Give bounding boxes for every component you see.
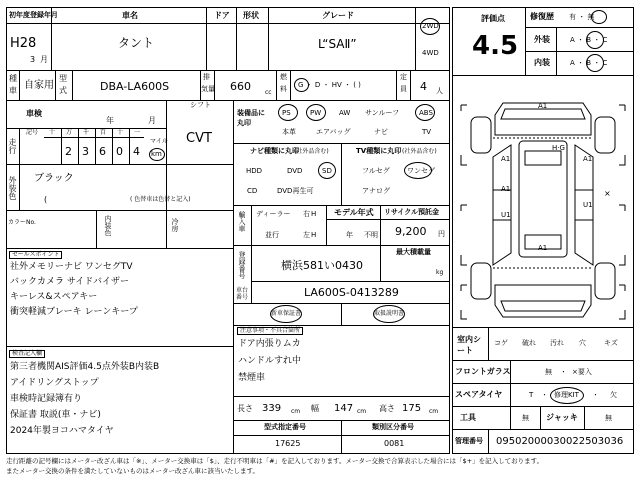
exterior-label: 外装 (534, 35, 550, 44)
displacement-label-2: 気量 (201, 85, 215, 93)
mileage-unit-label: マイル (150, 138, 168, 145)
import-left: 左 (303, 231, 310, 239)
equip-item-4: ABS (419, 109, 433, 117)
interior-color-label: 内装色 (104, 215, 112, 236)
designation-value: 17625 (275, 439, 301, 448)
sales-point-1: バックカメラ サイドバイザー (10, 277, 130, 287)
height-unit: cm (429, 408, 439, 415)
recycle-value: 9,200 (395, 225, 427, 238)
category-label-2: 車 (9, 86, 17, 95)
spare-tire-sep1: ・ (541, 391, 548, 399)
recycle-label: リサイクル預託金 (384, 208, 440, 216)
tools-value: 無 (522, 414, 529, 422)
note-item-2: 禁煙車 (238, 373, 266, 383)
mileage-unit-3: 百 (100, 129, 107, 136)
mileage-unit-0: 十 (49, 129, 56, 136)
mileage-digits-label: 記号 (26, 129, 39, 136)
sales-points-label: セールスポイント (9, 251, 62, 259)
sales-point-3: 衝突軽減ブレーキ レーンキープ (10, 307, 138, 317)
seat-item-2: 汚れ (550, 339, 564, 347)
length-value: 339 (262, 403, 282, 414)
model-year-unknown: 不明 (364, 231, 378, 239)
width-unit: cm (357, 408, 367, 415)
equip-item-b-0: 本革 (282, 128, 296, 136)
color-paren: ( (44, 195, 48, 204)
equip-item-b-2: ナビ (374, 128, 388, 136)
model-year-unit: 年 (346, 231, 353, 239)
era-year: H28 (10, 36, 37, 51)
seat-item-4: キズ (604, 339, 618, 347)
recycle-unit: 円 (438, 230, 445, 238)
mark-a1-top: A1 (538, 102, 548, 110)
shift-label: シフト (190, 101, 211, 109)
inspector-item-0: 第三者機関AIS評価4.5点外装B内装B (10, 362, 160, 372)
sales-point-0: 社外メモリーナビ ワンセグTV (10, 262, 133, 272)
front-glass-label: フロントガラス (455, 367, 511, 376)
repair-options: 有 ・ 無 (569, 13, 595, 21)
max-load-label: 最大積載量 (396, 248, 431, 256)
spare-tire-kit: 修理KIT (554, 391, 579, 399)
notes-label: 注意事項・不具合箇所 (237, 327, 303, 335)
mark-u1-right: U1 (583, 201, 593, 209)
manual-booklet: 取扱説明書 (374, 310, 405, 317)
interior-b-circle (586, 54, 604, 72)
model-year-label: モデル年式 (334, 208, 374, 217)
interior-options: A ・ B ・ C (570, 59, 608, 67)
score-label: 評価点 (481, 14, 505, 23)
navi-hdd: HDD (246, 167, 263, 175)
spare-tire-t: T (529, 391, 534, 399)
first-reg-label: 初年度登録年月 (9, 11, 58, 19)
navi-label: ナビ種類に丸印 (250, 147, 299, 155)
inspection-month: 月 (148, 116, 156, 125)
inspector-item-2: 車検時記録簿有り (10, 394, 83, 404)
shift-value: CVT (186, 131, 212, 146)
equip-item-b-3: TV (422, 128, 432, 136)
equip-item-1: PW (310, 109, 322, 117)
drive-4wd: 4WD (422, 49, 439, 57)
navi-note: (社外品含む) (294, 148, 329, 155)
seat-item-1: 破れ (522, 339, 536, 347)
category-value: 自家用 (24, 80, 54, 91)
front-glass-none: 無 (545, 368, 552, 376)
grade-value: L“SAⅡ” (318, 37, 357, 51)
chassis-label: 車台番号 (236, 287, 249, 301)
mileage-unit-4: 十 (117, 129, 124, 136)
inspector-item-3: 保証書 取説(車・ナビ) (10, 410, 101, 420)
equip-item-3: サンルーフ (365, 109, 400, 117)
capacity-unit: 人 (436, 87, 443, 95)
fuel-options: G ・ D ・ HV ・ ( ) (298, 81, 361, 89)
car-name: タント (118, 36, 155, 50)
exterior-b-circle (586, 31, 604, 49)
grade-label: グレード (322, 11, 354, 20)
capacity-label: 定 (400, 73, 407, 81)
seat-label: 室内シート (457, 335, 481, 355)
note-item-0: ドア内張りムカ (238, 339, 301, 349)
navi-cd: CD (247, 187, 258, 195)
equip-item-2: AW (339, 109, 351, 117)
width-value: 147 (334, 403, 354, 414)
tv-fullseg: フルセグ (362, 167, 390, 175)
mileage-label: 走行 (8, 138, 17, 154)
interior-label: 内装 (534, 58, 550, 67)
tv-note: (社外品含む) (402, 148, 437, 155)
import-parallel: 並行 (265, 231, 279, 239)
import-label: 輸入車 (238, 211, 246, 232)
equipment-label: 装備品に丸印 (237, 109, 265, 127)
score-value: 4.5 (472, 31, 519, 61)
spare-tire-sep2: ・ (592, 391, 599, 399)
tools-label: 工具 (460, 413, 476, 422)
drive-2wd: 2WD (422, 22, 439, 30)
mark-u1-left: U1 (501, 211, 511, 219)
mark-a1-mid-left: A1 (501, 185, 511, 193)
footer-note-2: またメーター交換の条件を満たしていないものはメーター改ざん車に該当いたします。 (6, 467, 259, 475)
inspector-item-1: アイドリングストップ (10, 378, 99, 388)
repair-none-circle (591, 10, 607, 24)
mark-a1-left: A1 (501, 155, 511, 163)
navi-sd: SD (322, 167, 332, 175)
mileage-digit-3: 6 (99, 145, 106, 158)
category-number-value: 0081 (384, 439, 405, 448)
category-label: 種 (9, 74, 17, 83)
import-dealer: ディーラー (256, 210, 291, 218)
plate-value: 横浜581い0430 (281, 259, 363, 272)
note-item-1: ハンドルすれ中 (238, 356, 302, 366)
tv-analog: アナログ (362, 187, 390, 195)
model-label-2: 式 (59, 86, 67, 95)
exterior-options: A ・ B ・ C (570, 36, 608, 44)
fuel-label: 燃 (280, 73, 287, 81)
color-label: 外装色 (8, 176, 17, 200)
car-name-label: 車名 (122, 11, 138, 20)
inspector-label: 検査記入欄 (9, 350, 45, 358)
color-no-label: カラーNo. (8, 219, 36, 226)
reg-month: 3 (30, 55, 36, 64)
jack-label: ジャッキ (546, 413, 578, 422)
import-right: 右 (303, 210, 310, 218)
displacement-label: 排 (203, 73, 210, 81)
footer-note-1: 走行距離の記号欄にはメーター改ざん車は「※」、メーター交換車は「$」、走行不明車は「#」を記入しております。メーター交換で合算表示した場合には「$+」を記入しております。 (6, 457, 544, 465)
capacity-label-2: 員 (400, 85, 407, 93)
mileage-unit-1: 万 (66, 129, 73, 136)
tv-oneseg: ワンセグ (407, 167, 435, 175)
spare-tire-missing: 欠 (610, 391, 617, 399)
door-label: ドア (214, 11, 230, 20)
warranty-booklet: 新車保証書 (271, 310, 302, 317)
reg-month-unit: 月 (40, 55, 48, 64)
mileage-digit-4: 0 (116, 145, 123, 158)
mileage-digit-5: 4 (133, 145, 140, 158)
jack-value: 無 (605, 414, 612, 422)
spare-tire-label: スペアタイヤ (455, 390, 503, 399)
length-label: 長さ (237, 404, 253, 413)
equip-item-0: PS (282, 109, 291, 117)
inspection-label: 車検 (26, 109, 42, 118)
height-value: 175 (402, 403, 422, 414)
mileage-digit-1: 2 (65, 145, 72, 158)
seat-item-3: 穴 (579, 339, 586, 347)
designation-label: 型式指定番号 (264, 423, 306, 431)
model-label: 型 (59, 74, 67, 83)
front-glass-replace: ×要入 (572, 368, 592, 376)
seat-item-0: コゲ (494, 339, 508, 347)
width-label: 幅 (311, 404, 319, 413)
mileage-digit-2: 3 (82, 145, 89, 158)
repair-label: 修復歴 (530, 12, 554, 21)
import-right-h: H (311, 210, 317, 218)
chassis-value: LA600S-0413289 (304, 286, 399, 299)
sales-point-2: キーレス&スペアキー (10, 292, 98, 302)
length-unit: cm (291, 408, 301, 415)
car-damage-diagram (453, 95, 633, 325)
cooler-label: 冷房 (171, 218, 179, 232)
mileage-unit-5: 一 (134, 129, 141, 136)
mark-a1-right: A1 (583, 155, 593, 163)
management-label: 管理番号 (455, 437, 483, 445)
model-value: DBA-LA600S (100, 80, 170, 93)
mark-x: × (604, 189, 611, 198)
mark-a1-bottom: A1 (538, 244, 548, 252)
height-label: 高さ (379, 404, 395, 413)
color-value: ブラック (34, 173, 74, 184)
navi-dvd-play: DVD再生可 (277, 187, 314, 195)
front-glass-sep: ・ (560, 368, 567, 376)
import-left-h: H (311, 231, 317, 239)
mark-center: H·G (552, 144, 565, 152)
capacity-value: 4 (420, 80, 427, 93)
plate-label: 登録番号 (238, 251, 246, 279)
displacement-unit: cc (265, 89, 272, 96)
fuel-label-2: 料 (280, 85, 287, 93)
equip-item-b-1: エアバッグ (316, 128, 351, 136)
shape-label: 形状 (243, 11, 259, 20)
color-change-note: ( 色替車は色替と記入) (130, 196, 191, 203)
inspector-item-4: 2024年製ヨコハマタイヤ (10, 426, 114, 436)
management-value: 09502000030022503036 (496, 436, 624, 447)
displacement-value: 660 (230, 80, 251, 93)
tv-label: TV種類に丸印 (356, 147, 402, 155)
category-number-label: 類別区分番号 (372, 423, 414, 431)
max-load-unit: kg (436, 269, 444, 276)
navi-dvd: DVD (287, 167, 303, 175)
mileage-unit-2: 千 (83, 129, 90, 136)
inspection-year: 年 (106, 116, 114, 125)
mileage-km: km (151, 150, 162, 158)
